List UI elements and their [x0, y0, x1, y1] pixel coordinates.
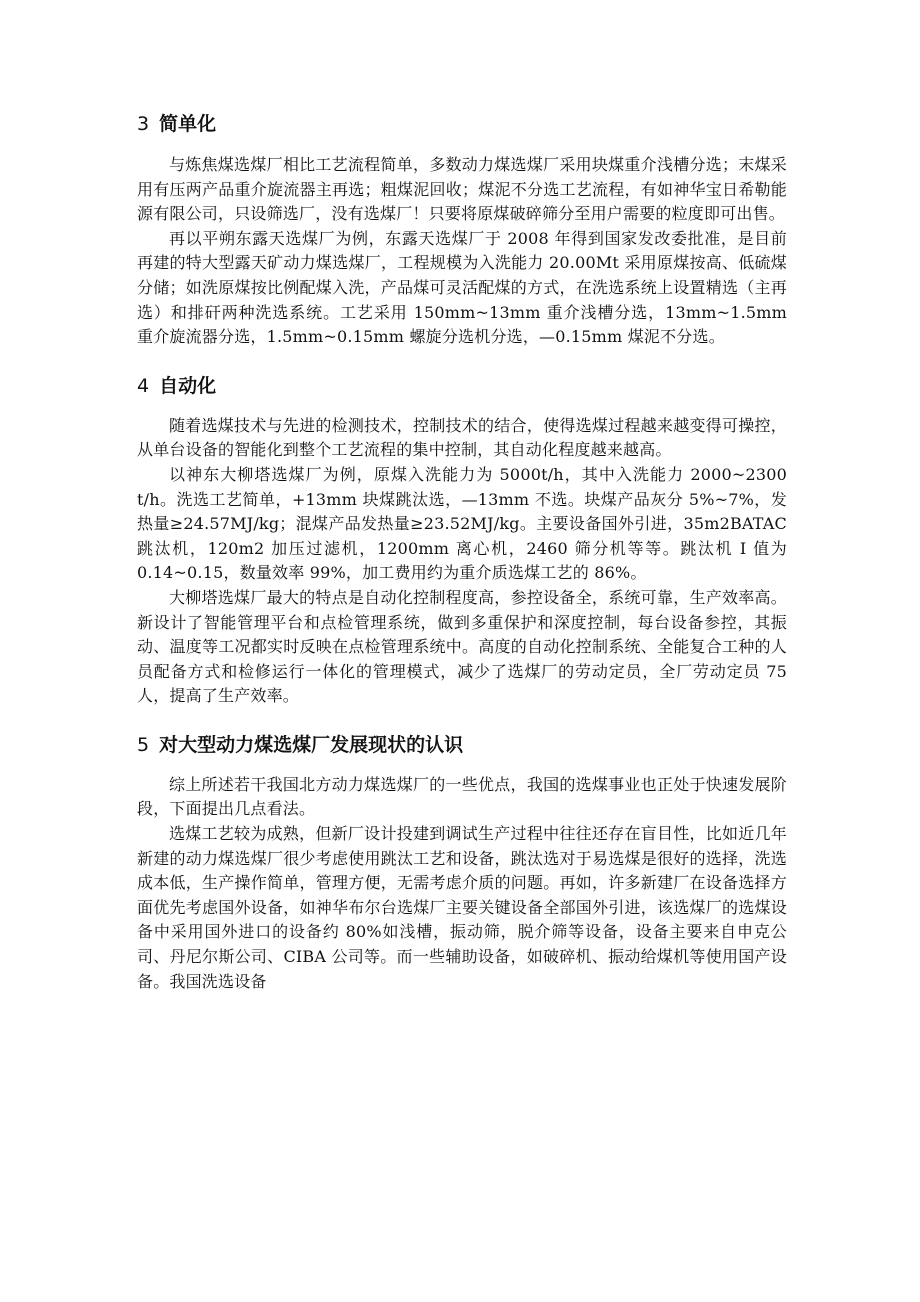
section-heading-3: [137, 110, 787, 138]
section-heading-5: [137, 731, 787, 759]
paragraph: 与炼焦煤选煤厂相比工艺流程简单，多数动力煤选煤厂采用块煤重介浅槽分选；末煤采用有压两产品重介旋流器主再选；粗煤泥回收；煤泥不分选工艺流程，有如神华宝日希勒能源有限公司，只设筛选厂，没有选煤厂！只要将原煤破碎筛分至用户需要的粒度即可出售。: [137, 155, 787, 224]
section-heading-4: [137, 372, 787, 400]
paragraph: 大柳塔选煤厂最大的特点是自动化控制程度高，参控设备全，系统可靠，生产效率高。新设计了智能管理平台和点检管理系统，做到多重保护和深度控制，每台设备参控，其振动、温度等工况都实时反映在点检管理系统中。高度的自动化控制系统、全能复合工种的人员配备方式和检修运行一体化的管理模式，减少了选煤厂的劳动定员，全厂劳动定员 75 人，提高了生产效率。: [137, 587, 787, 706]
section-number: 4: [137, 374, 150, 397]
paragraph: 选煤工艺较为成熟，但新厂设计投建到调试生产过程中往往还存在盲目性，比如近几年新建的动力煤选煤厂很少考虑使用跳汰工艺和设备，跳汰选对于易选煤是很好的选择，洗选成本低，生产操作简单，管理方便，无需考虑介质的问题。再如，许多新建厂在设备选择方面优先考虑国外设备，如神华布尔台选煤厂主要关键设备全部国外引进，该选煤厂的选煤设备中采用国外进口的设备约 80%如浅槽，振动筛，脱介筛等设备，设备主要来自申克公司、丹尼尔斯公司、CIBA 公司等。而一些辅助设备，如破碎机、振动给煤机等使用国产设备。我国洗选设备: [137, 824, 787, 991]
section-title: 对大型动力煤选煤厂发展现状的认识: [159, 733, 464, 756]
document-body: [137, 110, 787, 994]
section-title: 自动化: [159, 374, 217, 397]
section-title: 简单化: [159, 113, 217, 135]
section-number: 3: [137, 113, 150, 135]
section-number: 5: [137, 733, 150, 756]
paragraph: 以神东大柳塔选煤厂为例，原煤入洗能力为 5000t/h，其中入洗能力 2000~2300 t/h。洗选工艺简单，+13mm 块煤跳汰选，—13mm 不选。块煤产品灰分 5%~7%，发热量≥24.57MJ/kg；混煤产品发热量≥23.52MJ/kg。主要设备国外引进，35m2BATAC 跳汰机，120m2 加压过滤机，1200mm 离心机，2460 筛分机等等。跳汰机 I 值为 0.14~0.15，数量效率 99%，加工费用约为重介质选煤工艺的 86%。: [137, 464, 787, 583]
paragraph: 再以平朔东露天选煤厂为例，东露天选煤厂于 2008 年得到国家发改委批准，是目前再建的特大型露天矿动力煤选煤厂，工程规模为入洗能力 20.00Mt 采用原煤按高、低硫煤分储；如洗原煤按比例配煤入洗，产品煤可灵活配煤的方式，在洗选系统上设置精选（主再选）和排矸两种洗选系统。工艺采用 150mm~13mm 重介浅槽分选，13mm~1.5mm 重介旋流器分选，1.5mm~0.15mm 螺旋分选机分选，—0.15mm 煤泥不分选。: [137, 228, 787, 347]
paragraph: 综上所述若干我国北方动力煤选煤厂的一些优点，我国的选煤事业也正处于快速发展阶段，下面提出几点看法。: [137, 774, 787, 819]
paragraph: 随着选煤技术与先进的检测技术，控制技术的结合，使得选煤过程越来越变得可操控，从单台设备的智能化到整个工艺流程的集中控制，其自动化程度越来越高。: [137, 415, 787, 460]
